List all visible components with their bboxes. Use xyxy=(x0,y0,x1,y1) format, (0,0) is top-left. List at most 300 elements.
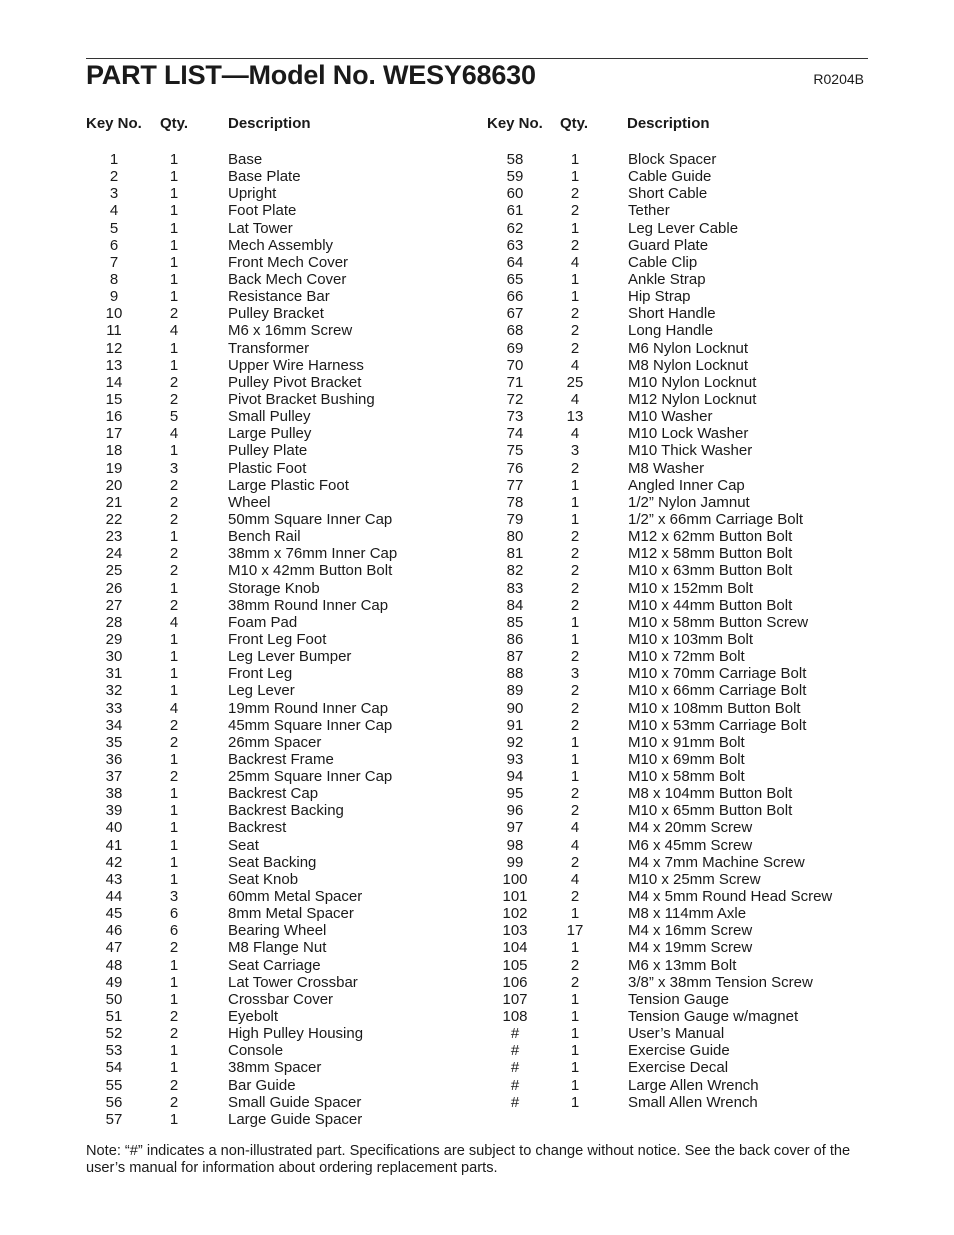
part-row xyxy=(0,682,954,699)
part-qty: 2 xyxy=(169,390,179,408)
part-key-no: 9 xyxy=(109,288,119,306)
part-key-no: 26 xyxy=(105,579,123,597)
part-qty: 2 xyxy=(169,768,179,786)
part-row xyxy=(0,340,954,357)
part-description: M10 Thick Washer xyxy=(628,442,753,460)
part-row xyxy=(0,305,954,322)
part-key-no: 6 xyxy=(109,236,119,254)
part-qty: 1 xyxy=(570,1093,580,1111)
part-description: Bearing Wheel xyxy=(228,922,327,940)
part-qty: 1 xyxy=(169,1059,179,1077)
part-description: Plastic Foot xyxy=(228,459,307,477)
part-description: 38mm x 76mm Inner Cap xyxy=(228,545,398,563)
part-description: M4 x 5mm Round Head Screw xyxy=(628,888,833,906)
part-key-no: 19 xyxy=(105,459,123,477)
part-description: 1/2” Nylon Jamnut xyxy=(628,493,750,511)
part-qty: 2 xyxy=(169,733,179,751)
part-description: M12 x 62mm Button Bolt xyxy=(628,528,793,546)
part-row xyxy=(0,734,954,751)
part-qty: 1 xyxy=(169,802,179,820)
part-description: 45mm Square Inner Cap xyxy=(228,716,393,734)
part-row xyxy=(0,957,954,974)
part-row xyxy=(0,322,954,339)
part-description: M10 x 70mm Carriage Bolt xyxy=(628,665,807,683)
part-key-no: 105 xyxy=(502,956,528,974)
part-qty: 2 xyxy=(570,596,580,614)
part-key-no: 44 xyxy=(105,888,123,906)
part-key-no: 47 xyxy=(105,939,123,957)
part-qty: 1 xyxy=(169,956,179,974)
part-description: M10 x 65mm Button Bolt xyxy=(628,802,793,820)
part-key-no: 53 xyxy=(105,1042,123,1060)
part-description: Backrest xyxy=(228,819,287,837)
part-qty: 2 xyxy=(169,510,179,528)
part-key-no: 29 xyxy=(105,630,123,648)
part-qty: 1 xyxy=(570,613,580,631)
part-qty: 1 xyxy=(169,1110,179,1128)
part-description: M10 x 63mm Button Bolt xyxy=(628,562,793,580)
part-key-no: 20 xyxy=(105,476,123,494)
part-key-no: 79 xyxy=(506,510,524,528)
part-qty: 2 xyxy=(570,648,580,666)
part-key-no: 49 xyxy=(105,973,123,991)
part-qty: 2 xyxy=(570,888,580,906)
part-qty: 1 xyxy=(570,288,580,306)
left-key-no-header: Key No. xyxy=(86,115,142,132)
part-key-no: # xyxy=(510,1042,520,1060)
part-qty: 1 xyxy=(169,356,179,374)
part-qty: 6 xyxy=(169,905,179,923)
part-key-no: 102 xyxy=(502,905,528,923)
part-description: Lat Tower Crossbar xyxy=(228,973,358,991)
part-key-no: 25 xyxy=(105,562,123,580)
part-description: M10 x 44mm Button Bolt xyxy=(628,596,793,614)
part-description: Bar Guide xyxy=(228,1076,296,1094)
part-row xyxy=(0,888,954,905)
part-description: M6 x 13mm Bolt xyxy=(628,956,737,974)
part-qty: 1 xyxy=(570,219,580,237)
part-description: M6 x 45mm Screw xyxy=(628,836,753,854)
part-description: Ankle Strap xyxy=(628,270,706,288)
part-key-no: 70 xyxy=(506,356,524,374)
part-qty: 2 xyxy=(570,682,580,700)
part-qty: 3 xyxy=(570,665,580,683)
part-qty: 4 xyxy=(570,356,580,374)
part-row xyxy=(0,648,954,665)
part-description: Leg Lever Bumper xyxy=(228,648,352,666)
part-description: M10 x 58mm Bolt xyxy=(628,768,745,786)
part-row xyxy=(0,597,954,614)
part-description: Base Plate xyxy=(228,168,301,186)
part-description: Exercise Decal xyxy=(628,1059,729,1077)
part-row xyxy=(0,168,954,185)
part-description: 38mm Spacer xyxy=(228,1059,322,1077)
part-row xyxy=(0,614,954,631)
part-qty: 2 xyxy=(169,1025,179,1043)
part-key-no: 65 xyxy=(506,270,524,288)
part-key-no: 39 xyxy=(105,802,123,820)
part-qty: 2 xyxy=(570,322,580,340)
part-description: Wheel xyxy=(228,493,271,511)
part-row xyxy=(0,751,954,768)
part-qty: 2 xyxy=(169,1076,179,1094)
footnote: Note: “#” indicates a non-illustrated part. Specifications are subject to change without notice. See the back cover of the user’s manual for information about ordering replacement parts. xyxy=(86,1143,851,1176)
part-description: Block Spacer xyxy=(628,151,717,168)
part-description: Crossbar Cover xyxy=(228,990,334,1008)
part-qty: 2 xyxy=(169,493,179,511)
part-qty: 2 xyxy=(570,305,580,323)
part-qty: 1 xyxy=(169,836,179,854)
part-description: Small Pulley xyxy=(228,408,311,426)
part-key-no: 38 xyxy=(105,785,123,803)
part-qty: 2 xyxy=(169,562,179,580)
part-key-no: 96 xyxy=(506,802,524,820)
part-row xyxy=(0,511,954,528)
part-key-no: 60 xyxy=(506,185,524,203)
part-description: Pulley Plate xyxy=(228,442,308,460)
part-key-no: 88 xyxy=(506,665,524,683)
part-description: Upright xyxy=(228,185,277,203)
part-key-no: 16 xyxy=(105,408,123,426)
part-key-no: 85 xyxy=(506,613,524,631)
part-key-no: 14 xyxy=(105,373,123,391)
part-row xyxy=(0,477,954,494)
part-qty: 4 xyxy=(570,390,580,408)
document-code: R0204B xyxy=(813,71,864,87)
part-row xyxy=(0,1077,954,1094)
part-description: Pulley Pivot Bracket xyxy=(228,373,362,391)
part-key-no: 80 xyxy=(506,528,524,546)
part-description: M6 x 16mm Screw xyxy=(228,322,353,340)
part-description: 25mm Square Inner Cap xyxy=(228,768,393,786)
part-qty: 2 xyxy=(570,716,580,734)
part-description: Hip Strap xyxy=(628,288,691,306)
part-key-no: 66 xyxy=(506,288,524,306)
part-description: Guard Plate xyxy=(628,236,709,254)
part-key-no: 92 xyxy=(506,733,524,751)
part-key-no: 84 xyxy=(506,596,524,614)
part-description: M12 x 58mm Button Bolt xyxy=(628,545,793,563)
part-key-no: # xyxy=(510,1059,520,1077)
part-qty: 2 xyxy=(169,373,179,391)
part-qty: 6 xyxy=(169,922,179,940)
part-qty: 1 xyxy=(169,973,179,991)
part-row xyxy=(0,974,954,991)
part-qty: 1 xyxy=(570,768,580,786)
part-key-no: 7 xyxy=(109,253,119,271)
part-qty: 1 xyxy=(169,185,179,203)
part-qty: 1 xyxy=(169,819,179,837)
part-key-no: # xyxy=(510,1093,520,1111)
part-qty: 2 xyxy=(570,545,580,563)
part-qty: 1 xyxy=(570,476,580,494)
part-qty: 1 xyxy=(570,1025,580,1043)
part-description: Long Handle xyxy=(628,322,714,340)
part-key-no: # xyxy=(510,1025,520,1043)
part-row xyxy=(0,1111,470,1128)
part-key-no: 86 xyxy=(506,630,524,648)
part-qty: 2 xyxy=(169,545,179,563)
part-description: Lat Tower xyxy=(228,219,293,237)
part-qty: 1 xyxy=(570,493,580,511)
part-row xyxy=(0,408,954,425)
part-description: M10 x 53mm Carriage Bolt xyxy=(628,716,807,734)
part-qty: 2 xyxy=(169,939,179,957)
part-key-no: 61 xyxy=(506,202,524,220)
part-key-no: 2 xyxy=(109,168,119,186)
part-description: M10 x 69mm Bolt xyxy=(628,750,745,768)
part-key-no: 87 xyxy=(506,648,524,666)
part-key-no: 81 xyxy=(506,545,524,563)
part-qty: 1 xyxy=(169,151,179,168)
part-key-no: 43 xyxy=(105,870,123,888)
part-qty: 1 xyxy=(169,528,179,546)
part-key-no: 41 xyxy=(105,836,123,854)
part-qty: 1 xyxy=(570,510,580,528)
part-qty: 1 xyxy=(169,648,179,666)
part-qty: 1 xyxy=(570,1059,580,1077)
part-qty: 1 xyxy=(570,990,580,1008)
part-key-no: 18 xyxy=(105,442,123,460)
part-key-no: 1 xyxy=(109,151,119,168)
part-key-no: 27 xyxy=(105,596,123,614)
part-qty: 2 xyxy=(169,476,179,494)
part-description: M10 x 108mm Button Bolt xyxy=(628,699,801,717)
part-key-no: 10 xyxy=(105,305,123,323)
part-row xyxy=(0,1059,954,1076)
part-row xyxy=(0,185,954,202)
part-qty: 1 xyxy=(570,939,580,957)
part-key-no: 67 xyxy=(506,305,524,323)
part-qty: 1 xyxy=(169,1042,179,1060)
part-row xyxy=(0,460,954,477)
part-qty: 1 xyxy=(169,870,179,888)
part-description: M8 x 114mm Axle xyxy=(628,905,747,923)
part-key-no: 71 xyxy=(506,373,524,391)
part-description: M4 x 7mm Machine Screw xyxy=(628,853,805,871)
part-row xyxy=(0,802,954,819)
part-qty: 2 xyxy=(169,1008,179,1026)
part-qty: 1 xyxy=(169,442,179,460)
part-key-no: 4 xyxy=(109,202,119,220)
part-qty: 1 xyxy=(570,1008,580,1026)
part-key-no: 74 xyxy=(506,425,524,443)
part-key-no: 8 xyxy=(109,270,119,288)
part-qty: 1 xyxy=(169,236,179,254)
part-qty: 2 xyxy=(570,853,580,871)
part-key-no: 89 xyxy=(506,682,524,700)
part-qty: 1 xyxy=(570,750,580,768)
part-description: Short Handle xyxy=(628,305,716,323)
part-row xyxy=(0,391,954,408)
part-key-no: 95 xyxy=(506,785,524,803)
part-key-no: 82 xyxy=(506,562,524,580)
part-description: Front Mech Cover xyxy=(228,253,349,271)
part-key-no: # xyxy=(510,1076,520,1094)
right-qty-header: Qty. xyxy=(560,115,589,132)
part-key-no: 17 xyxy=(105,425,123,443)
part-row xyxy=(0,665,954,682)
part-description: Front Leg xyxy=(228,665,293,683)
part-key-no: 93 xyxy=(506,750,524,768)
part-description: Base xyxy=(228,151,263,168)
part-qty: 1 xyxy=(169,990,179,1008)
part-qty: 2 xyxy=(169,596,179,614)
part-description: Eyebolt xyxy=(228,1008,279,1026)
part-description: Seat xyxy=(228,836,259,854)
part-description: Cable Guide xyxy=(628,168,712,186)
part-qty: 1 xyxy=(169,630,179,648)
part-description: M4 x 16mm Screw xyxy=(628,922,753,940)
part-qty: 3 xyxy=(169,888,179,906)
part-row xyxy=(0,922,954,939)
part-key-no: 75 xyxy=(506,442,524,460)
part-row xyxy=(0,717,954,734)
part-description: Back Mech Cover xyxy=(228,270,347,288)
part-description: 60mm Metal Spacer xyxy=(228,888,363,906)
part-qty: 1 xyxy=(169,853,179,871)
part-qty: 1 xyxy=(169,168,179,186)
right-description-header: Description xyxy=(627,115,710,132)
part-qty: 2 xyxy=(570,202,580,220)
part-description: M10 Lock Washer xyxy=(628,425,749,443)
part-description: Seat Carriage xyxy=(228,956,321,974)
part-key-no: 108 xyxy=(502,1008,528,1026)
part-description: M10 x 91mm Bolt xyxy=(628,733,745,751)
part-description: Foam Pad xyxy=(228,613,298,631)
part-row xyxy=(0,151,954,168)
part-qty: 13 xyxy=(566,408,584,426)
part-key-no: 3 xyxy=(109,185,119,203)
part-row xyxy=(0,374,954,391)
part-key-no: 51 xyxy=(105,1008,123,1026)
part-row xyxy=(0,768,954,785)
part-qty: 2 xyxy=(570,339,580,357)
part-key-no: 63 xyxy=(506,236,524,254)
part-qty: 1 xyxy=(570,270,580,288)
part-description: Tension Gauge xyxy=(628,990,729,1008)
part-row xyxy=(0,271,954,288)
part-qty: 2 xyxy=(570,185,580,203)
part-description: Seat Backing xyxy=(228,853,317,871)
part-qty: 1 xyxy=(570,630,580,648)
part-row xyxy=(0,939,954,956)
part-row xyxy=(0,1025,954,1042)
part-qty: 4 xyxy=(169,322,179,340)
part-qty: 2 xyxy=(570,785,580,803)
part-qty: 17 xyxy=(566,922,584,940)
part-row xyxy=(0,562,954,579)
part-row xyxy=(0,1042,954,1059)
part-description: Backrest Backing xyxy=(228,802,344,820)
part-description: Seat Knob xyxy=(228,870,299,888)
part-key-no: 98 xyxy=(506,836,524,854)
part-key-no: 46 xyxy=(105,922,123,940)
part-qty: 4 xyxy=(169,613,179,631)
part-description: Large Guide Spacer xyxy=(228,1110,363,1128)
part-qty: 2 xyxy=(169,305,179,323)
part-key-no: 12 xyxy=(105,339,123,357)
part-description: M10 x 103mm Bolt xyxy=(628,630,754,648)
part-description: Angled Inner Cap xyxy=(628,476,745,494)
part-qty: 1 xyxy=(169,579,179,597)
part-qty: 4 xyxy=(570,836,580,854)
part-description: High Pulley Housing xyxy=(228,1025,364,1043)
part-qty: 4 xyxy=(169,425,179,443)
part-description: M8 Nylon Locknut xyxy=(628,356,749,374)
part-key-no: 62 xyxy=(506,219,524,237)
part-row xyxy=(0,905,954,922)
part-description: User’s Manual xyxy=(628,1025,725,1043)
part-key-no: 101 xyxy=(502,888,528,906)
part-key-no: 5 xyxy=(109,219,119,237)
part-description: Bench Rail xyxy=(228,528,301,546)
part-description: Upper Wire Harness xyxy=(228,356,364,374)
part-qty: 2 xyxy=(570,699,580,717)
part-qty: 4 xyxy=(570,870,580,888)
part-description: 3/8” x 38mm Tension Screw xyxy=(628,973,813,991)
part-qty: 2 xyxy=(570,459,580,477)
part-qty: 1 xyxy=(570,151,580,168)
part-qty: 2 xyxy=(570,956,580,974)
part-qty: 5 xyxy=(169,408,179,426)
part-row xyxy=(0,837,954,854)
part-row xyxy=(0,580,954,597)
part-description: M10 x 152mm Bolt xyxy=(628,579,754,597)
part-key-no: 103 xyxy=(502,922,528,940)
part-row xyxy=(0,220,954,237)
part-key-no: 37 xyxy=(105,768,123,786)
part-key-no: 106 xyxy=(502,973,528,991)
part-description: Transformer xyxy=(228,339,310,357)
part-row xyxy=(0,700,954,717)
part-key-no: 24 xyxy=(105,545,123,563)
part-key-no: 21 xyxy=(105,493,123,511)
part-key-no: 42 xyxy=(105,853,123,871)
part-key-no: 35 xyxy=(105,733,123,751)
part-description: Large Pulley xyxy=(228,425,312,443)
part-key-no: 45 xyxy=(105,905,123,923)
part-qty: 2 xyxy=(570,562,580,580)
part-description: Small Allen Wrench xyxy=(628,1093,758,1111)
part-description: Front Leg Foot xyxy=(228,630,327,648)
part-key-no: 11 xyxy=(106,322,122,340)
part-key-no: 22 xyxy=(105,510,123,528)
right-parts-list xyxy=(0,151,954,1111)
part-qty: 1 xyxy=(169,219,179,237)
part-row xyxy=(0,494,954,511)
part-description: 8mm Metal Spacer xyxy=(228,905,354,923)
part-description: M10 x 25mm Screw xyxy=(628,870,761,888)
part-description: Leg Lever Cable xyxy=(628,219,739,237)
part-description: Console xyxy=(228,1042,284,1060)
part-description: M8 x 104mm Button Bolt xyxy=(628,785,793,803)
part-description: Pulley Bracket xyxy=(228,305,324,323)
part-description: Large Plastic Foot xyxy=(228,476,349,494)
part-key-no: 57 xyxy=(105,1110,123,1128)
part-row xyxy=(0,528,954,545)
part-description: M8 Washer xyxy=(628,459,705,477)
part-description: Backrest Cap xyxy=(228,785,319,803)
part-qty: 1 xyxy=(570,1042,580,1060)
part-qty: 1 xyxy=(169,288,179,306)
part-description: M10 Nylon Locknut xyxy=(628,373,757,391)
top-rule xyxy=(86,58,868,59)
part-row xyxy=(0,871,954,888)
right-key-no-header: Key No. xyxy=(487,115,543,132)
part-key-no: 90 xyxy=(506,699,524,717)
part-description: 1/2” x 66mm Carriage Bolt xyxy=(628,510,804,528)
